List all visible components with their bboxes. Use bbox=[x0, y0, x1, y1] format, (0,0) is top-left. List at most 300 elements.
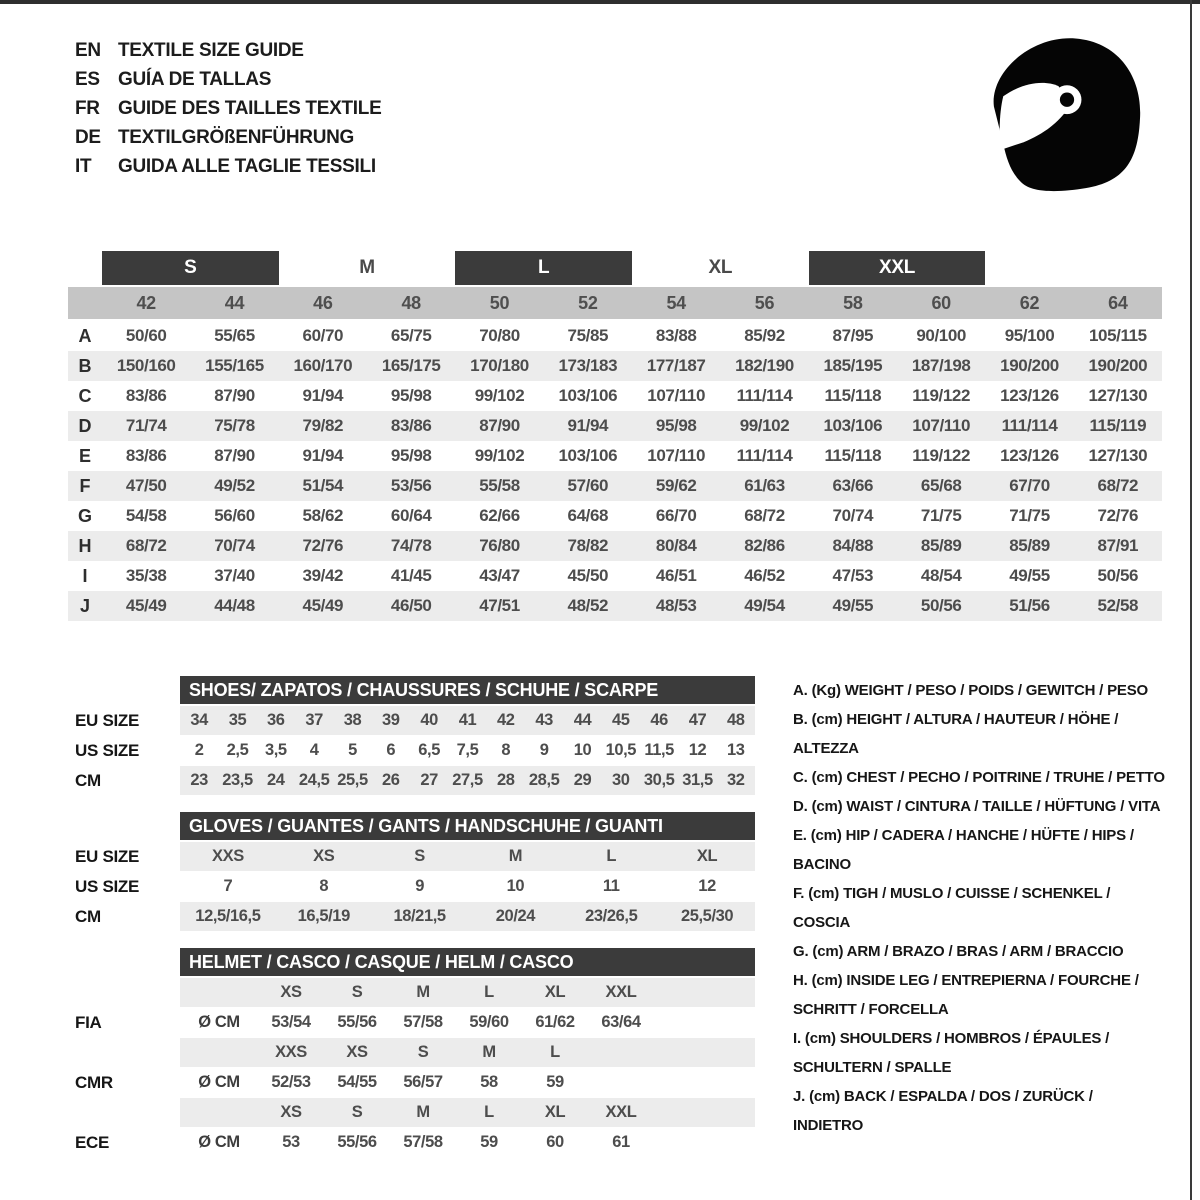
size-value: 24,5 bbox=[298, 771, 330, 789]
size-value: 72/76 bbox=[1097, 506, 1139, 525]
size-value: 12,5/16,5 bbox=[195, 907, 261, 925]
size-value: 28,5 bbox=[528, 771, 560, 789]
size-value: 18/21,5 bbox=[393, 907, 446, 925]
size-value: 63/66 bbox=[832, 476, 874, 495]
size-value: 47/50 bbox=[125, 476, 167, 495]
size-value: 39 bbox=[382, 711, 400, 729]
size-letter: S bbox=[417, 1043, 429, 1061]
size-value: 59/62 bbox=[655, 476, 697, 495]
size-value: 185/195 bbox=[823, 356, 883, 375]
row-label: US SIZE bbox=[75, 740, 140, 760]
size-value: 7,5 bbox=[456, 741, 479, 759]
language-code: DE bbox=[75, 126, 101, 148]
size-value: 23,5 bbox=[222, 771, 253, 789]
size-value: 103/106 bbox=[558, 446, 618, 465]
size-value: 23/26,5 bbox=[585, 907, 638, 925]
numeric-size: 46 bbox=[313, 292, 333, 313]
size-value: 58/62 bbox=[302, 506, 344, 525]
size-value: 2,5 bbox=[226, 741, 249, 759]
size-value: 49/52 bbox=[214, 476, 255, 495]
legend-item: A. (Kg) WEIGHT / PESO / POIDS / GEWITCH / PESO bbox=[793, 682, 1148, 699]
row-letter: J bbox=[79, 595, 90, 616]
size-value: 95/98 bbox=[390, 446, 432, 465]
size-value: 55/65 bbox=[214, 326, 255, 345]
numeric-size: 62 bbox=[1019, 292, 1040, 313]
top-edge-line bbox=[0, 0, 1200, 4]
guide-title: TEXTILE SIZE GUIDE bbox=[118, 39, 304, 61]
row-cells bbox=[180, 842, 755, 871]
language-code: IT bbox=[75, 155, 92, 177]
size-value: 56/60 bbox=[214, 506, 255, 525]
size-value: M bbox=[508, 847, 523, 865]
size-value: 25,5/30 bbox=[680, 907, 734, 925]
row-letter: I bbox=[82, 565, 88, 586]
size-value: XS bbox=[313, 847, 335, 865]
size-value: 48/52 bbox=[567, 596, 609, 615]
size-value: 12 bbox=[698, 877, 716, 895]
textile-size-table bbox=[68, 250, 1162, 621]
legend-item: C. (cm) CHEST / PECHO / POITRINE / TRUHE / PETTO bbox=[793, 769, 1165, 786]
numeric-size: 54 bbox=[666, 292, 686, 313]
size-value: 42 bbox=[497, 711, 515, 729]
size-group-xl: XL bbox=[708, 257, 733, 278]
size-value: 182/190 bbox=[735, 356, 794, 375]
row-letter: H bbox=[78, 535, 92, 556]
numeric-size: 50 bbox=[489, 292, 510, 313]
size-value: 4 bbox=[309, 741, 319, 759]
table-row bbox=[68, 321, 1162, 351]
legend-item: E. (cm) HIP / CADERA / HANCHE / HÜFTE / HIPS / BACINO bbox=[793, 827, 1134, 873]
size-value: 95/100 bbox=[1004, 326, 1055, 345]
size-value: 57/58 bbox=[403, 1013, 443, 1031]
size-value: 12 bbox=[688, 741, 707, 759]
size-value: 85/89 bbox=[920, 536, 962, 555]
size-value: 111/114 bbox=[736, 446, 793, 465]
size-group-l: L bbox=[455, 251, 632, 285]
size-value: 59 bbox=[480, 1133, 498, 1151]
size-value: 76/80 bbox=[479, 536, 520, 555]
size-value: 52/53 bbox=[271, 1073, 311, 1091]
size-value: 8 bbox=[501, 741, 511, 759]
row-cells bbox=[180, 766, 755, 795]
legend-item: F. (cm) TIGH / MUSLO / CUISSE / SCHENKEL / COSCIA bbox=[793, 885, 1111, 931]
size-value: 68/72 bbox=[1097, 476, 1139, 495]
size-value: 87/95 bbox=[832, 326, 874, 345]
size-value: 65/68 bbox=[920, 476, 962, 495]
size-value: 105/115 bbox=[1088, 326, 1147, 345]
size-value: 34 bbox=[190, 711, 208, 729]
numeric-size: 42 bbox=[136, 292, 156, 313]
language-code: FR bbox=[75, 97, 100, 119]
row-cells bbox=[180, 736, 755, 765]
size-value: 49/55 bbox=[832, 596, 874, 615]
table-row bbox=[75, 736, 755, 765]
size-value: 91/94 bbox=[302, 386, 344, 405]
size-value: 29 bbox=[573, 771, 592, 789]
guide-title: GUIDA ALLE TAGLIE TESSILI bbox=[118, 155, 376, 177]
size-value: 190/200 bbox=[1088, 356, 1148, 375]
legend-item: B. (cm) HEIGHT / ALTURA / HAUTEUR / HÖHE / ALTEZZA bbox=[793, 711, 1119, 757]
size-value: 48/53 bbox=[655, 596, 697, 615]
language-code: EN bbox=[75, 39, 101, 61]
size-value: 41 bbox=[458, 711, 477, 729]
guide-title: GUÍA DE TALLAS bbox=[118, 68, 272, 90]
size-value: 85/92 bbox=[744, 326, 785, 345]
size-value: 103/106 bbox=[558, 386, 618, 405]
table-row bbox=[68, 381, 1162, 411]
size-letter: S bbox=[351, 1103, 363, 1121]
size-value: 60/64 bbox=[390, 506, 432, 525]
row-label: US SIZE bbox=[75, 876, 140, 896]
size-value: 47/51 bbox=[479, 596, 520, 615]
numeric-size: 60 bbox=[931, 292, 951, 313]
size-value: 47/53 bbox=[832, 566, 874, 585]
gloves-size-table bbox=[75, 812, 755, 931]
size-value: 50/56 bbox=[920, 596, 962, 615]
size-value: 10 bbox=[506, 877, 525, 895]
size-value: 87/90 bbox=[214, 446, 255, 465]
size-value: 60/70 bbox=[302, 326, 344, 345]
table-row bbox=[75, 978, 755, 1007]
spacer bbox=[75, 948, 180, 976]
size-value: 59/60 bbox=[469, 1013, 509, 1031]
size-value: 27,5 bbox=[452, 771, 483, 789]
size-value: 26 bbox=[382, 771, 400, 789]
size-value: 30 bbox=[612, 771, 630, 789]
size-value: 46/50 bbox=[390, 596, 432, 615]
size-value: 32 bbox=[727, 771, 745, 789]
size-value: 37/40 bbox=[214, 566, 255, 585]
size-value: 111/114 bbox=[736, 386, 793, 405]
size-value: 6 bbox=[386, 741, 396, 759]
textile-measurement-rows bbox=[68, 321, 1162, 621]
size-value: 10 bbox=[573, 741, 592, 759]
size-letter: XL bbox=[544, 1103, 566, 1121]
helmet-size-table bbox=[75, 948, 755, 1157]
size-value: 60 bbox=[546, 1133, 564, 1151]
size-value: 87/90 bbox=[479, 416, 520, 435]
row-label: EU SIZE bbox=[75, 710, 140, 730]
standard-label: CMR bbox=[75, 1072, 113, 1092]
size-value: 49/54 bbox=[744, 596, 785, 615]
row-cells bbox=[180, 706, 755, 735]
size-letter: XXL bbox=[605, 983, 637, 1001]
size-value: 68/72 bbox=[744, 506, 785, 525]
size-value: 177/187 bbox=[646, 356, 706, 375]
gloves-table-title: GLOVES / GUANTES / GANTS / HANDSCHUHE / GUANTI bbox=[180, 812, 755, 840]
size-value: 13 bbox=[727, 741, 745, 759]
size-value: 64/68 bbox=[567, 506, 609, 525]
size-value: 99/102 bbox=[739, 416, 790, 435]
size-value: 70/80 bbox=[479, 326, 520, 345]
size-value: 80/84 bbox=[655, 536, 697, 555]
size-value: 84/88 bbox=[832, 536, 874, 555]
numeric-size: 58 bbox=[843, 292, 863, 313]
table-row bbox=[75, 872, 755, 901]
size-value: 11 bbox=[602, 877, 620, 895]
size-value: 54/55 bbox=[337, 1073, 377, 1091]
size-value: 53/56 bbox=[390, 476, 432, 495]
legend-item: H. (cm) INSIDE LEG / ENTREPIERNA / FOURCHE / SCHRITT / FORCELLA bbox=[793, 972, 1139, 1018]
size-letter: XL bbox=[544, 983, 566, 1001]
size-value: 55/56 bbox=[337, 1133, 377, 1151]
size-value: 46 bbox=[650, 711, 668, 729]
size-value: 45/50 bbox=[567, 566, 609, 585]
size-value: 68/72 bbox=[125, 536, 167, 555]
language-title-list bbox=[75, 36, 381, 181]
size-value: 99/102 bbox=[474, 446, 525, 465]
size-value: 160/170 bbox=[293, 356, 353, 375]
size-value: 95/98 bbox=[390, 386, 432, 405]
size-value: L bbox=[606, 847, 617, 865]
size-value: 123/126 bbox=[1000, 446, 1059, 465]
size-letter: S bbox=[351, 983, 363, 1001]
size-letter: L bbox=[484, 983, 494, 1001]
size-value: 61/62 bbox=[535, 1013, 575, 1031]
size-value: XL bbox=[696, 847, 718, 865]
language-row bbox=[75, 94, 381, 123]
size-value: 9 bbox=[415, 877, 424, 895]
size-value: 71/75 bbox=[1009, 506, 1050, 525]
size-value: 115/118 bbox=[824, 446, 882, 465]
accessory-tables bbox=[75, 676, 755, 1174]
size-value: 119/122 bbox=[912, 386, 971, 405]
shoes-table-title: SHOES/ ZAPATOS / CHAUSSURES / SCHUHE / SCARPE bbox=[180, 676, 755, 704]
size-value: 45/49 bbox=[302, 596, 344, 615]
spacer bbox=[75, 812, 180, 840]
size-value: 48 bbox=[727, 711, 745, 729]
size-value: 107/110 bbox=[912, 416, 971, 435]
guide-title: TEXTILGRÖßENFÜHRUNG bbox=[118, 126, 355, 148]
size-value: 45/49 bbox=[125, 596, 167, 615]
size-value: 39/42 bbox=[302, 566, 344, 585]
table-row bbox=[75, 1098, 755, 1127]
size-letter: M bbox=[416, 983, 430, 1001]
size-value: 65/75 bbox=[390, 326, 432, 345]
right-edge-line bbox=[1190, 0, 1192, 1200]
size-value: 30,5 bbox=[643, 771, 675, 789]
size-value: 35/38 bbox=[125, 566, 167, 585]
size-value: 52/58 bbox=[1097, 596, 1139, 615]
language-row bbox=[75, 152, 381, 181]
row-letter: F bbox=[79, 475, 91, 496]
legend-item: D. (cm) WAIST / CINTURA / TAILLE / HÜFTUNG / VITA bbox=[793, 798, 1161, 815]
size-letter: XXS bbox=[275, 1043, 307, 1061]
row-cells bbox=[180, 1098, 755, 1127]
size-value: 40 bbox=[420, 711, 438, 729]
size-value: 103/106 bbox=[823, 416, 883, 435]
size-group-xxl: XXL bbox=[809, 251, 986, 285]
row-letter: A bbox=[78, 325, 92, 346]
row-letter: C bbox=[78, 385, 92, 406]
row-cells bbox=[180, 1128, 755, 1157]
size-letter: XS bbox=[346, 1043, 368, 1061]
size-value: 127/130 bbox=[1088, 386, 1148, 405]
numeric-size: 48 bbox=[401, 292, 421, 313]
table-row bbox=[75, 766, 755, 795]
size-value: 56/57 bbox=[403, 1073, 443, 1091]
table-row bbox=[75, 1128, 755, 1157]
table-row bbox=[68, 351, 1162, 381]
size-value: 155/165 bbox=[205, 356, 264, 375]
size-value: 10,5 bbox=[605, 741, 637, 759]
size-value: 173/183 bbox=[558, 356, 618, 375]
size-value: 150/160 bbox=[116, 356, 176, 375]
row-cells bbox=[180, 902, 755, 931]
size-value: 87/90 bbox=[214, 386, 255, 405]
language-row bbox=[75, 123, 381, 152]
size-value: 75/85 bbox=[567, 326, 609, 345]
size-letter: XXL bbox=[605, 1103, 637, 1121]
size-value: 85/89 bbox=[1009, 536, 1050, 555]
language-code: ES bbox=[75, 68, 100, 90]
row-cells bbox=[180, 1038, 755, 1067]
size-value: 46/52 bbox=[744, 566, 785, 585]
spacer bbox=[75, 1038, 180, 1067]
size-value: 87/91 bbox=[1097, 536, 1139, 555]
size-value: 123/126 bbox=[1000, 386, 1059, 405]
size-value: 119/122 bbox=[912, 446, 971, 465]
size-value: 57/58 bbox=[403, 1133, 443, 1151]
size-value: 36 bbox=[267, 711, 285, 729]
size-value: 43 bbox=[535, 711, 553, 729]
size-value: 53/54 bbox=[271, 1013, 311, 1031]
size-value: 111/114 bbox=[1001, 416, 1058, 435]
size-value: 190/200 bbox=[1000, 356, 1059, 375]
size-value: 107/110 bbox=[647, 446, 706, 465]
row-cells bbox=[180, 1068, 755, 1097]
size-value: 44/48 bbox=[214, 596, 255, 615]
row-label: CM bbox=[75, 770, 101, 790]
size-value: 6,5 bbox=[418, 741, 441, 759]
guide-title: GUIDE DES TAILLES TEXTILE bbox=[118, 97, 382, 119]
size-letter: XS bbox=[280, 983, 302, 1001]
size-value: 72/76 bbox=[302, 536, 344, 555]
table-row bbox=[68, 471, 1162, 501]
size-value: 46/51 bbox=[655, 566, 697, 585]
size-value: 41/45 bbox=[390, 566, 432, 585]
size-value: XXS bbox=[212, 847, 244, 865]
size-value: 51/54 bbox=[302, 476, 344, 495]
size-value: 23 bbox=[190, 771, 208, 789]
size-value: 55/58 bbox=[479, 476, 520, 495]
size-value: 59 bbox=[546, 1073, 564, 1091]
row-letter: D bbox=[78, 415, 92, 436]
row-letter: E bbox=[78, 445, 91, 466]
size-value: 78/82 bbox=[567, 536, 609, 555]
table-row bbox=[68, 411, 1162, 441]
size-letter: L bbox=[550, 1043, 560, 1061]
size-value: 3,5 bbox=[264, 741, 287, 759]
table-row bbox=[75, 842, 755, 871]
spacer bbox=[75, 676, 180, 704]
size-group-s: S bbox=[102, 251, 279, 285]
size-value: 165/175 bbox=[381, 356, 441, 375]
size-value: 38 bbox=[343, 711, 362, 729]
size-letter: M bbox=[482, 1043, 496, 1061]
size-value: 83/86 bbox=[125, 386, 167, 405]
spacer bbox=[75, 978, 180, 1007]
size-value: 2 bbox=[194, 741, 204, 759]
table-row bbox=[68, 531, 1162, 561]
row-letter: G bbox=[77, 505, 92, 526]
table-row bbox=[75, 706, 755, 735]
size-value: 9 bbox=[539, 741, 549, 759]
legend-item: I. (cm) SHOULDERS / HOMBROS / ÉPAULES / SCHULTERN / SPALLE bbox=[793, 1030, 1110, 1076]
size-value: 28 bbox=[497, 771, 515, 789]
row-cells bbox=[180, 978, 755, 1007]
size-letter: M bbox=[416, 1103, 430, 1121]
diameter-unit: Ø CM bbox=[198, 1133, 240, 1151]
legend-item: G. (cm) ARM / BRAZO / BRAS / ARM / BRACCIO bbox=[793, 943, 1124, 960]
size-value: 115/118 bbox=[824, 386, 882, 405]
size-value: 70/74 bbox=[214, 536, 255, 555]
size-value: 24 bbox=[267, 771, 285, 789]
numeric-size: 44 bbox=[224, 292, 245, 313]
size-value: 71/74 bbox=[125, 416, 167, 435]
legend-item: J. (cm) BACK / ESPALDA / DOS / ZURÜCK / INDIETRO bbox=[793, 1088, 1093, 1134]
size-value: 47 bbox=[688, 711, 707, 729]
size-value: 31,5 bbox=[682, 771, 713, 789]
size-value: 79/82 bbox=[302, 416, 344, 435]
size-value: 5 bbox=[348, 741, 357, 759]
shoes-size-table bbox=[75, 676, 755, 795]
size-value: 43/47 bbox=[479, 566, 520, 585]
diameter-unit: Ø CM bbox=[198, 1013, 240, 1031]
language-row bbox=[75, 36, 381, 65]
standard-label: FIA bbox=[75, 1012, 102, 1032]
size-value: 8 bbox=[319, 877, 329, 895]
size-letter: XS bbox=[280, 1103, 302, 1121]
helmet-table-title: HELMET / CASCO / CASQUE / HELM / CASCO bbox=[180, 948, 755, 976]
size-value: 53 bbox=[282, 1133, 300, 1151]
size-value: 75/78 bbox=[214, 416, 255, 435]
size-value: 20/24 bbox=[495, 907, 536, 925]
numeric-size-row bbox=[68, 287, 1162, 319]
numeric-size: 64 bbox=[1108, 292, 1128, 313]
numeric-size: 56 bbox=[754, 292, 775, 313]
size-value: 27 bbox=[420, 771, 438, 789]
size-value: S bbox=[414, 847, 425, 865]
table-row bbox=[68, 441, 1162, 471]
size-value: 57/60 bbox=[567, 476, 609, 495]
size-value: 95/98 bbox=[655, 416, 697, 435]
size-value: 58 bbox=[480, 1073, 498, 1091]
size-value: 11,5 bbox=[644, 741, 674, 759]
measurement-legend bbox=[793, 676, 1165, 1140]
size-value: 50/56 bbox=[1097, 566, 1139, 585]
size-value: 127/130 bbox=[1088, 446, 1148, 465]
row-label: EU SIZE bbox=[75, 846, 140, 866]
size-value: 83/86 bbox=[390, 416, 432, 435]
size-value: 37 bbox=[305, 711, 323, 729]
diameter-unit: Ø CM bbox=[198, 1073, 240, 1091]
racing-helmet-icon bbox=[982, 24, 1152, 206]
size-value: 63/64 bbox=[601, 1013, 641, 1031]
size-value: 61 bbox=[612, 1133, 630, 1151]
row-cells bbox=[180, 1008, 755, 1037]
size-value: 62/66 bbox=[479, 506, 520, 525]
size-value: 50/60 bbox=[125, 326, 167, 345]
size-value: 51/56 bbox=[1009, 596, 1050, 615]
size-value: 66/70 bbox=[655, 506, 697, 525]
size-value: 90/100 bbox=[916, 326, 966, 345]
size-value: 54/58 bbox=[125, 506, 167, 525]
numeric-size: 52 bbox=[578, 292, 598, 313]
lower-section bbox=[75, 676, 1170, 1174]
size-value: 35 bbox=[228, 711, 247, 729]
size-value: 83/86 bbox=[125, 446, 167, 465]
